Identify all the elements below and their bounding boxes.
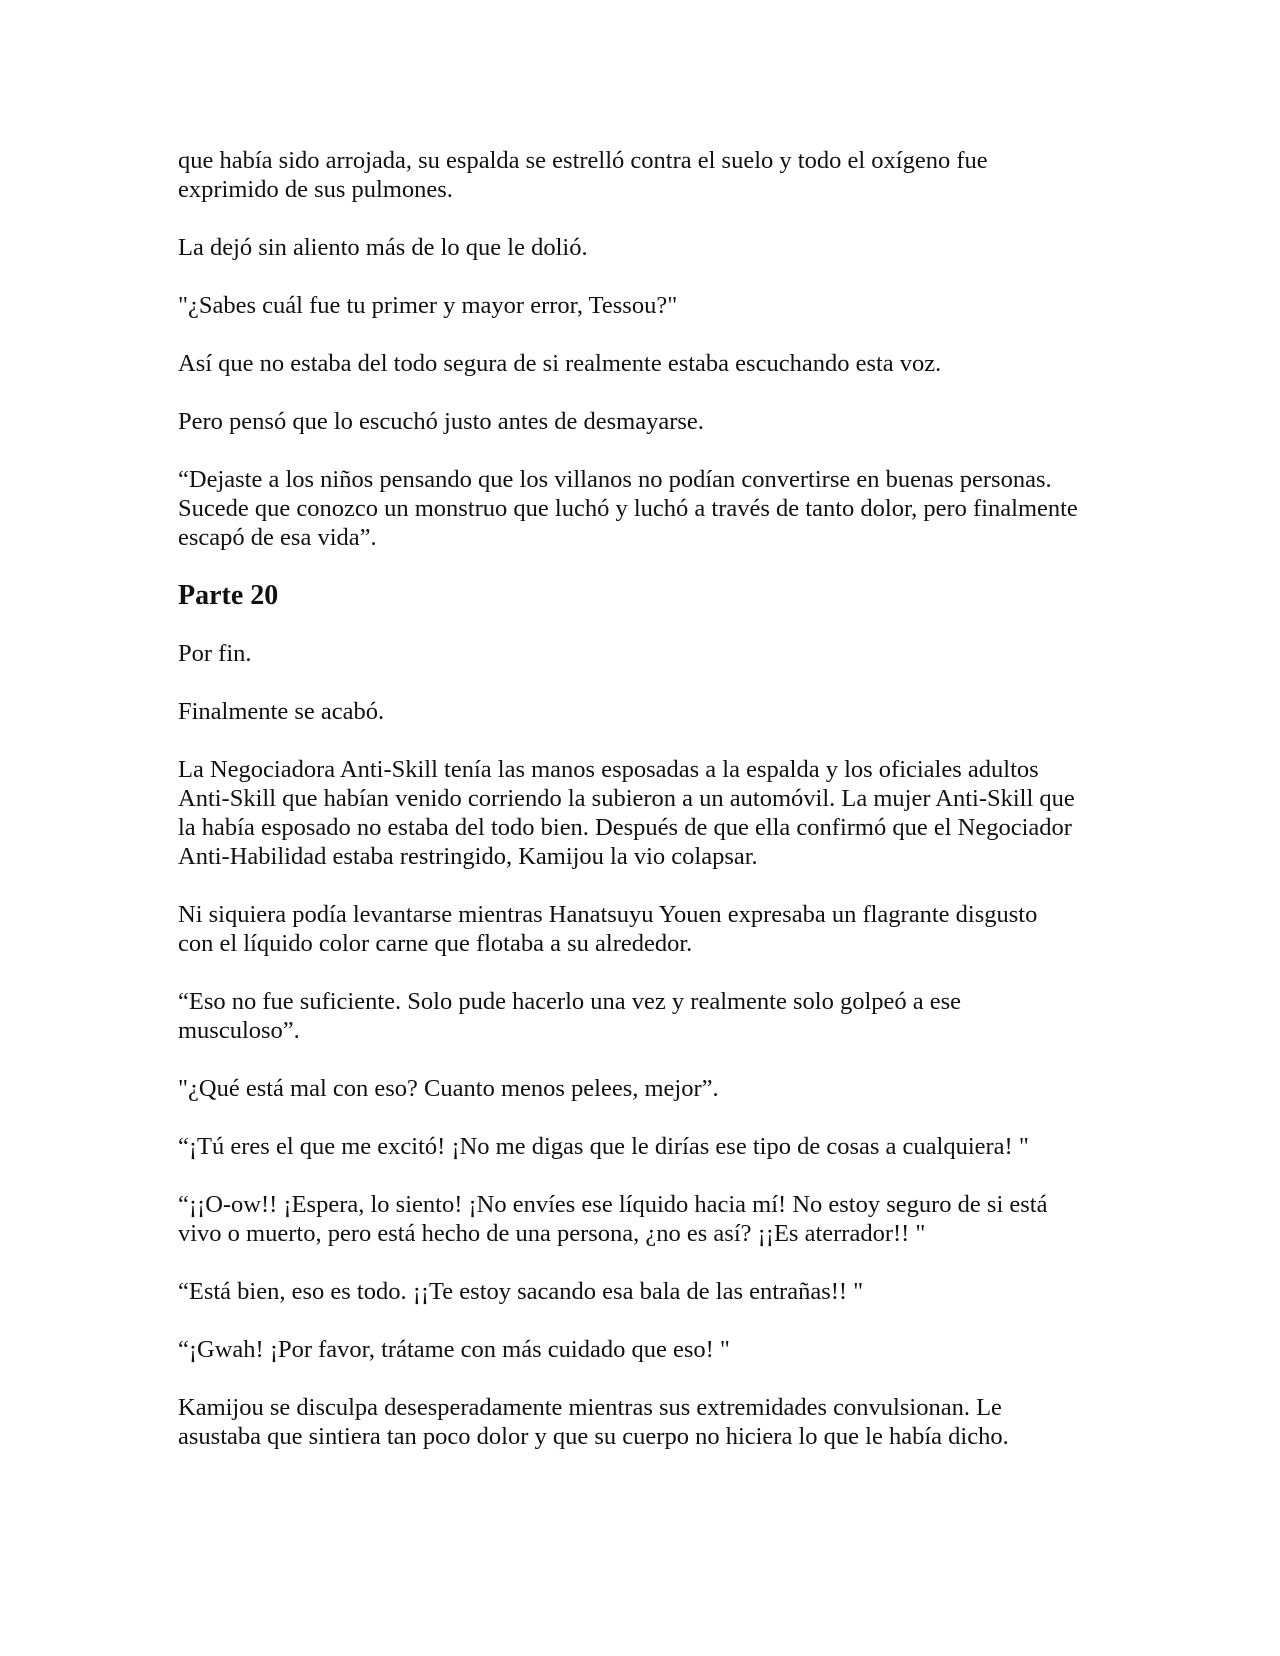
paragraph (178, 465, 1118, 552)
paragraph (178, 1132, 1118, 1161)
text-line: Sucede que conozco un monstruo que luchó y luchó a través de tanto dolor, pero finalmente (178, 495, 1078, 522)
paragraph (178, 291, 1118, 320)
paragraph (178, 697, 1118, 726)
text-line: Finalmente se acabó. (178, 698, 385, 725)
text-line: con el líquido color carne que flotaba a su alrededor. (178, 930, 693, 957)
text-line: La Negociadora Anti-Skill tenía las manos esposadas a la espalda y los oficiales adultos (178, 756, 1039, 783)
paragraph (178, 1393, 1118, 1451)
text-line: Así que no estaba del todo segura de si realmente estaba escuchando esta voz. (178, 350, 942, 377)
paragraph (178, 407, 1118, 436)
text-line: “¡Gwah! ¡Por favor, trátame con más cuidado que eso! " (178, 1336, 730, 1363)
text-line: exprimido de sus pulmones. (178, 176, 453, 203)
text-line: “Eso no fue suficiente. Solo pude hacerlo una vez y realmente solo golpeó a ese (178, 988, 962, 1015)
paragraph (178, 146, 1118, 204)
paragraph (178, 349, 1118, 378)
paragraph (178, 1074, 1118, 1103)
text-line: "¿Sabes cuál fue tu primer y mayor error, Tessou?" (178, 292, 678, 319)
paragraph (178, 233, 1118, 262)
text-line: Por fin. (178, 640, 252, 667)
text-line: que había sido arrojada, su espalda se estrelló contra el suelo y todo el oxígeno fue (178, 147, 988, 174)
text-line: “¡¡O-ow!! ¡Espera, lo siento! ¡No envíes ese líquido hacia mí! No estoy seguro de si está (178, 1191, 1048, 1218)
text-line: “Está bien, eso es todo. ¡¡Te estoy sacando esa bala de las entrañas!! " (178, 1278, 864, 1305)
paragraph (178, 1277, 1118, 1306)
text-line: Kamijou se disculpa desesperadamente mientras sus extremidades convulsionan. Le (178, 1394, 1002, 1421)
text-line: Anti-Skill que habían venido corriendo la subieron a un automóvil. La mujer Anti-Skill que (178, 785, 1075, 812)
text-line: Ni siquiera podía levantarse mientras Hanatsuyu Youen expresaba un flagrante disgusto (178, 901, 1038, 928)
text-line: vivo o muerto, pero está hecho de una persona, ¿no es así? ¡¡Es aterrador!! " (178, 1220, 926, 1247)
text-line: “¡Tú eres el que me excitó! ¡No me digas que le dirías ese tipo de cosas a cualquiera! " (178, 1133, 1029, 1160)
paragraph (178, 755, 1118, 871)
text-line: la había esposado no estaba del todo bien. Después de que ella confirmó que el Negociador (178, 814, 1072, 841)
text-line: La dejó sin aliento más de lo que le dolió. (178, 234, 588, 261)
paragraph (178, 900, 1118, 958)
text-line: Anti-Habilidad estaba restringido, Kamijou la vio colapsar. (178, 843, 758, 870)
text-line: "¿Qué está mal con eso? Cuanto menos pelees, mejor”. (178, 1075, 719, 1102)
paragraph (178, 639, 1118, 668)
text-line: escapó de esa vida”. (178, 524, 377, 551)
section-heading: Parte 20 (178, 580, 279, 611)
paragraph (178, 1190, 1118, 1248)
paragraph (178, 1335, 1118, 1364)
text-column (178, 146, 1118, 1480)
text-line: musculoso”. (178, 1017, 300, 1044)
text-line: asustaba que sintiera tan poco dolor y que su cuerpo no hiciera lo que le había dicho. (178, 1423, 1009, 1450)
text-line: “Dejaste a los niños pensando que los villanos no podían convertirse en buenas personas. (178, 466, 1052, 493)
text-line: Pero pensó que lo escuchó justo antes de desmayarse. (178, 408, 704, 435)
paragraph (178, 987, 1118, 1045)
